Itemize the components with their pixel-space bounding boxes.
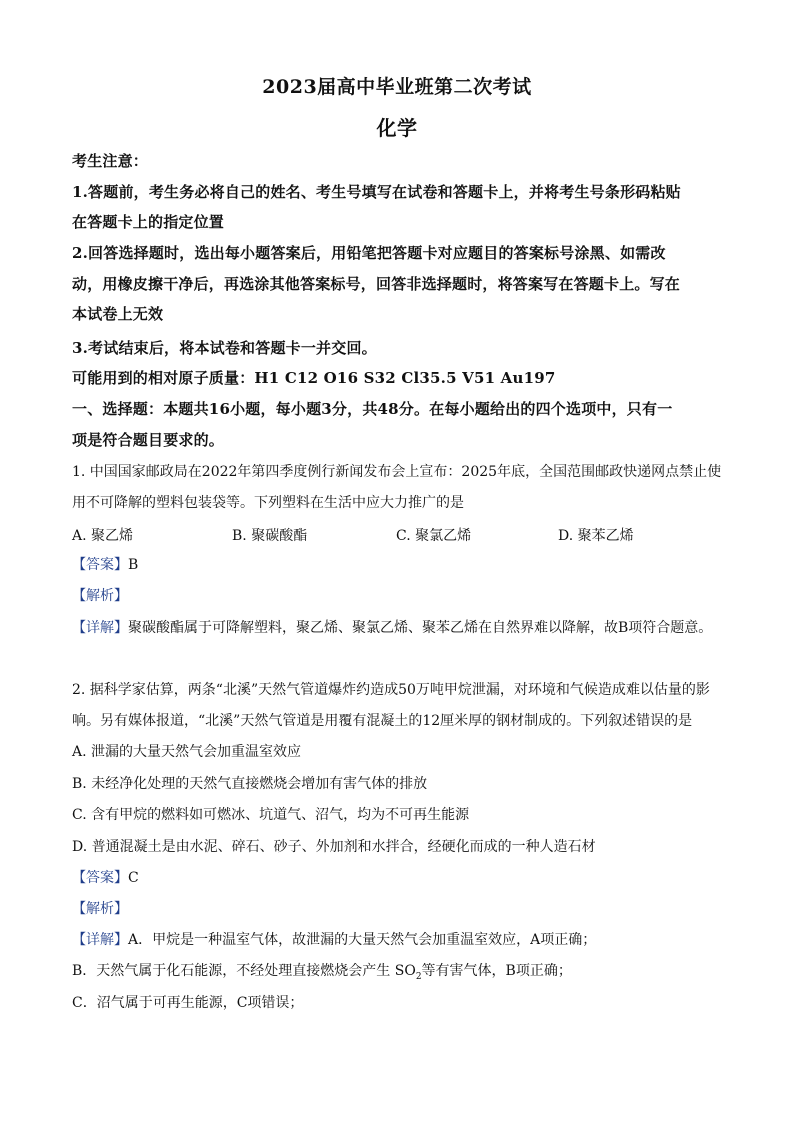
q1-stem-line1: 1. 中国国家邮政局在2022年第四季度例行新闻发布会上宣布：2025年底，全国范围邮政快递网点禁止使 xyxy=(72,464,722,480)
exam-title: 2023届高中毕业班第二次考试 xyxy=(262,76,532,98)
q2-answer-value: C xyxy=(128,870,139,886)
q2-option-a: A. 泄漏的大量天然气会加重温室效应 xyxy=(72,744,302,760)
q1-detail xyxy=(72,619,712,637)
section1-heading-line1: 一、选择题：本题共16小题，每小题3分，共48分。在每小题给出的四个选项中，只有一 xyxy=(72,400,673,418)
q1-option-b: B. 聚碳酸酯 xyxy=(232,528,308,544)
q1-answer-tag: 【答案】 xyxy=(72,557,128,573)
notice-item2-line1: 2.回答选择题时，选出每小题答案后，用铅笔把答题卡对应题目的答案标号涂黑、如需改 xyxy=(72,244,666,262)
q2-stem-line2: 响。另有媒体报道，“北溪”天然气管道是用覆有混凝土的12厘米厚的钢材制成的。下列叙述错误的是 xyxy=(72,713,693,729)
q2-answer-tag: 【答案】 xyxy=(72,870,128,886)
q1-analysis-tag: 【解析】 xyxy=(72,588,128,604)
atomic-masses: 可能用到的相对原子质量：H1 C12 O16 S32 Cl35.5 V51 Au197 xyxy=(72,369,556,387)
q2-detail-b-sub: 2 xyxy=(415,971,422,982)
notice-heading: 考生注意： xyxy=(72,152,149,170)
q2-detail-c: C．沼气属于可再生能源，C项错误； xyxy=(72,995,304,1011)
q2-analysis-tag: 【解析】 xyxy=(72,901,128,917)
section1-heading-line2: 项是符合题目要求的。 xyxy=(72,431,225,449)
q1-detail-text: 聚碳酸酯属于可降解塑料，聚乙烯、聚氯乙烯、聚苯乙烯在自然界难以降解，故B项符合题意。 xyxy=(128,620,713,636)
q2-option-d: D. 普通混凝土是由水泥、碎石、砂子、外加剂和水拌合，经硬化而成的一种人造石材 xyxy=(72,839,596,855)
q2-detail-b-post: 等有害气体，B项正确； xyxy=(421,963,572,979)
q2-detail-tag: 【详解】 xyxy=(72,932,128,948)
notice-item2-line3: 本试卷上无效 xyxy=(72,305,164,323)
q1-answer xyxy=(72,556,138,574)
notice-item3: 3.考试结束后，将本试卷和答题卡一并交回。 xyxy=(72,339,377,357)
q2-detail-a-text: A．甲烷是一种温室气体，故泄漏的大量天然气会加重温室效应，A项正确； xyxy=(128,932,597,948)
q1-detail-tag: 【详解】 xyxy=(72,620,128,636)
notice-item1-line1: 1.答题前，考生务必将自己的姓名、考生号填写在试卷和答题卡上，并将考生号条形码粘贴 xyxy=(72,183,681,201)
notice-item1-line2: 在答题卡上的指定位置 xyxy=(72,213,225,231)
q2-option-c: C. 含有甲烷的燃料如可燃冰、坑道气、沼气，均为不可再生能源 xyxy=(72,807,470,823)
q1-option-c: C. 聚氯乙烯 xyxy=(396,528,472,544)
q2-detail-b-pre: B．天然气属于化石能源，不经处理直接燃烧会产生 SO xyxy=(72,963,416,979)
q1-answer-value: B xyxy=(128,557,139,573)
notice-item2-line2: 动，用橡皮擦干净后，再选涂其他答案标号，回答非选择题时，将答案写在答题卡上。写在 xyxy=(72,275,681,293)
q2-detail-a xyxy=(72,931,596,949)
q2-option-b: B. 未经净化处理的天然气直接燃烧会增加有害气体的排放 xyxy=(72,776,428,792)
q2-detail-b xyxy=(72,962,572,986)
q1-option-d: D. 聚苯乙烯 xyxy=(558,528,634,544)
q1-option-a: A. 聚乙烯 xyxy=(72,528,134,544)
q2-analysis xyxy=(72,900,128,918)
q1-stem-line2: 用不可降解的塑料包装袋等。下列塑料在生活中应大力推广的是 xyxy=(72,495,464,511)
q1-analysis xyxy=(72,587,128,605)
q2-stem-line1: 2. 据科学家估算，两条“北溪”天然气管道爆炸约造成50万吨甲烷泄漏，对环境和气候造成难以估量的影 xyxy=(72,682,710,698)
subject-title: 化学 xyxy=(376,116,418,140)
q2-answer xyxy=(72,869,139,887)
